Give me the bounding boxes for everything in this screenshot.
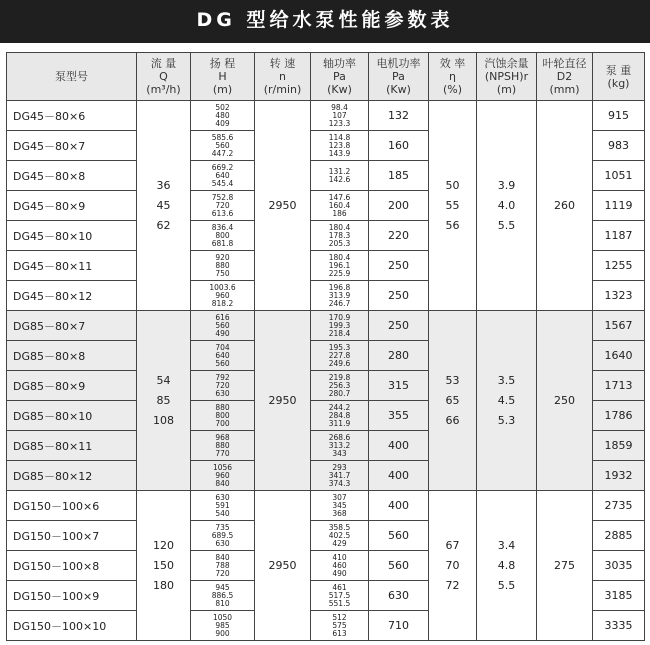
shaft-power-value: 225.9 <box>328 268 351 278</box>
head-value: 669.2 <box>211 162 234 172</box>
head-cell <box>191 101 255 131</box>
head-cell <box>191 371 255 401</box>
motor-power-cell: 250 <box>369 311 429 341</box>
column-header <box>477 53 537 101</box>
flow-cell <box>137 101 191 311</box>
head-value: 800 <box>215 410 230 420</box>
shaft-power-value: 256.3 <box>328 380 351 390</box>
shaft-power-value: 199.3 <box>328 320 351 330</box>
head-value: 792 <box>215 372 230 382</box>
header-line3: (m³/h) <box>146 83 181 96</box>
head-value: 750 <box>215 268 230 278</box>
shaft-power-value: 205.3 <box>328 238 351 248</box>
shaft-power-cell <box>311 281 369 311</box>
flow-value: 36 <box>156 178 171 192</box>
shaft-power-value: 123.8 <box>328 140 351 150</box>
shaft-power-value: 374.3 <box>328 478 351 488</box>
shaft-power-cell <box>311 131 369 161</box>
header-line2: D2 <box>556 70 573 83</box>
motor-power-cell: 560 <box>369 551 429 581</box>
head-value: 540 <box>215 508 230 518</box>
head-value: 880 <box>215 440 230 450</box>
head-value: 700 <box>215 418 230 428</box>
shaft-power-value: 227.8 <box>328 350 351 360</box>
npsh-value: 5.3 <box>497 413 516 427</box>
head-value: 720 <box>215 200 230 210</box>
shaft-power-value: 249.6 <box>328 358 351 368</box>
shaft-power-value: 341.7 <box>328 470 351 480</box>
shaft-power-value: 345 <box>332 500 347 510</box>
head-value: 960 <box>215 470 230 480</box>
head-cell <box>191 521 255 551</box>
flow-value: 45 <box>156 198 171 212</box>
npsh-value: 5.5 <box>497 578 516 592</box>
shaft-power-value: 196.8 <box>328 282 351 292</box>
head-cell <box>191 581 255 611</box>
head-value: 788 <box>215 560 230 570</box>
shaft-power-value: 313.9 <box>328 290 351 300</box>
shaft-power-cell <box>311 371 369 401</box>
head-cell <box>191 341 255 371</box>
flow-value: 180 <box>153 578 174 592</box>
head-cell <box>191 191 255 221</box>
shaft-power-value: 186 <box>332 208 347 218</box>
shaft-power-cell <box>311 551 369 581</box>
shaft-power-cell <box>311 191 369 221</box>
shaft-power-cell <box>311 161 369 191</box>
weight-cell: 1187 <box>593 221 645 251</box>
motor-power-cell: 132 <box>369 101 429 131</box>
motor-power-cell: 710 <box>369 611 429 641</box>
motor-power-cell: 220 <box>369 221 429 251</box>
shaft-power-value: 107 <box>332 110 347 120</box>
shaft-power-value: 461 <box>332 582 347 592</box>
shaft-power-cell <box>311 251 369 281</box>
shaft-power-value: 460 <box>332 560 347 570</box>
efficiency-cell <box>429 101 477 311</box>
shaft-power-value: 244.2 <box>328 402 351 412</box>
npsh-value: 5.5 <box>497 218 516 232</box>
shaft-power-cell <box>311 221 369 251</box>
header-line3: (Kw) <box>327 83 352 96</box>
column-header <box>7 53 137 101</box>
shaft-power-value: 160.4 <box>328 200 351 210</box>
npsh-value: 4.5 <box>497 393 516 407</box>
model-cell: DG85－80×11 <box>7 431 137 461</box>
weight-cell: 1567 <box>593 311 645 341</box>
motor-power-cell: 250 <box>369 281 429 311</box>
shaft-power-value: 490 <box>332 568 347 578</box>
head-value: 591 <box>215 500 230 510</box>
efficiency-value: 67 <box>445 538 460 552</box>
column-header <box>369 53 429 101</box>
weight-cell: 1859 <box>593 431 645 461</box>
weight-cell: 3185 <box>593 581 645 611</box>
header-row <box>7 53 645 101</box>
head-value: 630 <box>215 388 230 398</box>
npsh-value: 3.5 <box>497 373 516 387</box>
header-line2: η <box>449 70 456 83</box>
motor-power-cell: 160 <box>369 131 429 161</box>
weight-cell: 1932 <box>593 461 645 491</box>
weight-cell: 1786 <box>593 401 645 431</box>
motor-power-cell: 560 <box>369 521 429 551</box>
header-line3: (mm) <box>549 83 580 96</box>
pump-spec-table <box>6 52 645 641</box>
shaft-power-value: 246.7 <box>328 298 351 308</box>
shaft-power-value: 123.3 <box>328 118 351 128</box>
flow-value: 85 <box>156 393 171 407</box>
shaft-power-value: 98.4 <box>331 102 348 112</box>
head-value: 800 <box>215 230 230 240</box>
head-value: 681.8 <box>211 238 234 248</box>
head-value: 818.2 <box>211 298 234 308</box>
head-value: 560 <box>215 320 230 330</box>
npsh-value: 4.0 <box>497 198 516 212</box>
head-value: 640 <box>215 350 230 360</box>
shaft-power-value: 410 <box>332 552 347 562</box>
shaft-power-value: 311.9 <box>328 418 351 428</box>
shaft-power-cell <box>311 101 369 131</box>
motor-power-cell: 400 <box>369 461 429 491</box>
head-value: 810 <box>215 598 230 608</box>
weight-cell: 2735 <box>593 491 645 521</box>
head-value: 920 <box>215 252 230 262</box>
model-cell: DG45－80×11 <box>7 251 137 281</box>
head-value: 720 <box>215 568 230 578</box>
shaft-power-value: 284.8 <box>328 410 351 420</box>
weight-cell: 1051 <box>593 161 645 191</box>
head-cell <box>191 551 255 581</box>
shaft-power-cell <box>311 401 369 431</box>
shaft-power-value: 143.9 <box>328 148 351 158</box>
npsh-value: 4.8 <box>497 558 516 572</box>
shaft-power-value: 517.5 <box>328 590 351 600</box>
head-value: 1003.6 <box>209 282 236 292</box>
head-value: 640 <box>215 170 230 180</box>
shaft-power-value: 219.8 <box>328 372 351 382</box>
motor-power-cell: 355 <box>369 401 429 431</box>
model-cell: DG85－80×12 <box>7 461 137 491</box>
model-cell: DG45－80×8 <box>7 161 137 191</box>
shaft-power-cell <box>311 431 369 461</box>
weight-cell: 1713 <box>593 371 645 401</box>
model-cell: DG150－100×6 <box>7 491 137 521</box>
weight-cell: 983 <box>593 131 645 161</box>
impeller-cell: 250 <box>537 311 593 491</box>
weight-cell: 1255 <box>593 251 645 281</box>
column-header <box>537 53 593 101</box>
head-cell <box>191 401 255 431</box>
motor-power-cell: 315 <box>369 371 429 401</box>
header-line1: 叶轮直径 <box>542 57 587 70</box>
weight-cell: 1323 <box>593 281 645 311</box>
motor-power-cell: 630 <box>369 581 429 611</box>
head-value: 616 <box>215 312 230 322</box>
shaft-power-value: 131.2 <box>328 166 351 176</box>
shaft-power-value: 343 <box>332 448 347 458</box>
head-value: 886.5 <box>211 590 234 600</box>
header-line3: (kg) <box>607 76 630 90</box>
head-value: 985 <box>215 620 230 630</box>
header-line2: n <box>279 70 286 83</box>
head-value: 613.6 <box>211 208 234 218</box>
model-cell: DG150－100×9 <box>7 581 137 611</box>
header-line2: H <box>218 70 227 83</box>
weight-cell: 1640 <box>593 341 645 371</box>
head-value: 840 <box>215 552 230 562</box>
head-value: 880 <box>215 402 230 412</box>
shaft-power-value: 313.2 <box>328 440 351 450</box>
head-value: 1050 <box>212 612 233 622</box>
header-line1: 电机功率 <box>376 57 421 70</box>
header-line2: Q <box>159 70 168 83</box>
head-value: 960 <box>215 290 230 300</box>
header-line3: (m) <box>496 83 517 96</box>
head-value: 704 <box>215 342 230 352</box>
column-header <box>429 53 477 101</box>
head-value: 585.6 <box>211 132 234 142</box>
shaft-power-cell <box>311 491 369 521</box>
model-cell: DG150－100×10 <box>7 611 137 641</box>
header-line3: (%) <box>442 83 463 96</box>
head-value: 409 <box>215 118 230 128</box>
head-value: 840 <box>215 478 230 488</box>
shaft-power-value: 195.3 <box>328 342 351 352</box>
model-cell: DG85－80×7 <box>7 311 137 341</box>
header-line3: (Kw) <box>386 83 411 96</box>
head-cell <box>191 221 255 251</box>
head-value: 968 <box>215 432 230 442</box>
model-cell: DG45－80×9 <box>7 191 137 221</box>
head-value: 945 <box>215 582 230 592</box>
head-value: 752.8 <box>211 192 234 202</box>
efficiency-cell <box>429 311 477 491</box>
shaft-power-value: 613 <box>332 628 347 638</box>
weight-cell: 3335 <box>593 611 645 641</box>
model-cell: DG85－80×10 <box>7 401 137 431</box>
flow-value: 150 <box>153 558 174 572</box>
shaft-power-cell <box>311 611 369 641</box>
header-line3: (m) <box>212 83 233 96</box>
head-value: 735 <box>215 522 230 532</box>
npsh-value: 3.4 <box>497 538 516 552</box>
header-line1: 泵 重 <box>605 63 632 77</box>
shaft-power-value: 218.4 <box>328 328 351 338</box>
column-header <box>255 53 311 101</box>
shaft-power-value: 575 <box>332 620 347 630</box>
head-cell <box>191 461 255 491</box>
head-value: 1056 <box>212 462 233 472</box>
flow-value: 108 <box>153 413 174 427</box>
model-cell: DG85－80×8 <box>7 341 137 371</box>
npsh-value: 3.9 <box>497 178 516 192</box>
impeller-cell: 260 <box>537 101 593 311</box>
head-cell <box>191 431 255 461</box>
header-line1: 效 率 <box>439 57 466 70</box>
efficiency-value: 50 <box>445 178 460 192</box>
header-line1: 扬 程 <box>209 57 236 70</box>
shaft-power-value: 180.4 <box>328 222 351 232</box>
table-row <box>7 491 645 521</box>
shaft-power-value: 512 <box>332 612 347 622</box>
efficiency-value: 56 <box>445 218 460 232</box>
head-cell <box>191 281 255 311</box>
head-value: 770 <box>215 448 230 458</box>
npsh-cell <box>477 101 537 311</box>
header-line2: Pa <box>333 70 346 83</box>
head-value: 900 <box>215 628 230 638</box>
speed-cell: 2950 <box>255 491 311 641</box>
head-value: 490 <box>215 328 230 338</box>
header-line1: 汽蚀余量 <box>484 57 529 70</box>
motor-power-cell: 400 <box>369 491 429 521</box>
shaft-power-value: 358.5 <box>328 522 351 532</box>
efficiency-value: 66 <box>445 413 460 427</box>
shaft-power-value: 551.5 <box>328 598 351 608</box>
head-cell <box>191 311 255 341</box>
motor-power-cell: 250 <box>369 251 429 281</box>
speed-cell: 2950 <box>255 101 311 311</box>
header-line1: 流 量 <box>150 57 177 70</box>
table-row <box>7 101 645 131</box>
motor-power-cell: 200 <box>369 191 429 221</box>
npsh-cell <box>477 311 537 491</box>
efficiency-value: 70 <box>445 558 460 572</box>
head-value: 447.2 <box>211 148 234 158</box>
shaft-power-value: 368 <box>332 508 347 518</box>
weight-cell: 2885 <box>593 521 645 551</box>
shaft-power-cell <box>311 341 369 371</box>
shaft-power-value: 280.7 <box>328 388 351 398</box>
page-title: DG 型给水泵性能参数表 <box>196 9 454 31</box>
model-cell: DG45－80×7 <box>7 131 137 161</box>
head-value: 502 <box>215 102 230 112</box>
impeller-cell: 275 <box>537 491 593 641</box>
shaft-power-cell <box>311 581 369 611</box>
head-cell <box>191 251 255 281</box>
head-value: 630 <box>215 538 230 548</box>
shaft-power-value: 114.8 <box>328 132 351 142</box>
head-value: 880 <box>215 260 230 270</box>
header-line2: (NPSH)r <box>484 70 529 83</box>
column-header <box>137 53 191 101</box>
shaft-power-value: 307 <box>332 492 347 502</box>
efficiency-value: 55 <box>445 198 460 212</box>
shaft-power-value: 196.1 <box>328 260 351 270</box>
shaft-power-value: 142.6 <box>328 174 351 184</box>
efficiency-value: 72 <box>445 578 460 592</box>
efficiency-cell <box>429 491 477 641</box>
shaft-power-value: 170.9 <box>328 312 351 322</box>
header-line1: 泵型号 <box>55 70 88 83</box>
head-value: 480 <box>215 110 230 120</box>
motor-power-cell: 280 <box>369 341 429 371</box>
model-cell: DG150－100×8 <box>7 551 137 581</box>
head-value: 689.5 <box>211 530 234 540</box>
shaft-power-cell <box>311 461 369 491</box>
flow-cell <box>137 491 191 641</box>
column-header <box>311 53 369 101</box>
weight-cell: 915 <box>593 101 645 131</box>
shaft-power-value: 178.3 <box>328 230 351 240</box>
model-cell: DG150－100×7 <box>7 521 137 551</box>
shaft-power-value: 429 <box>332 538 347 548</box>
efficiency-value: 53 <box>445 373 460 387</box>
header-line1: 转 速 <box>269 57 296 70</box>
motor-power-cell: 185 <box>369 161 429 191</box>
shaft-power-cell <box>311 521 369 551</box>
header-line1: 轴功率 <box>323 57 356 70</box>
shaft-power-value: 293 <box>332 462 347 472</box>
table-row <box>7 311 645 341</box>
head-value: 545.4 <box>211 178 234 188</box>
npsh-cell <box>477 491 537 641</box>
head-value: 560 <box>215 358 230 368</box>
model-cell: DG45－80×12 <box>7 281 137 311</box>
model-cell: DG45－80×6 <box>7 101 137 131</box>
motor-power-cell: 400 <box>369 431 429 461</box>
flow-value: 62 <box>156 218 171 232</box>
table-body <box>7 101 645 641</box>
flow-value: 120 <box>153 538 174 552</box>
weight-cell: 1119 <box>593 191 645 221</box>
flow-value: 54 <box>156 373 171 387</box>
head-value: 720 <box>215 380 230 390</box>
model-cell: DG85－80×9 <box>7 371 137 401</box>
head-value: 630 <box>215 492 230 502</box>
head-cell <box>191 491 255 521</box>
shaft-power-value: 147.6 <box>328 192 351 202</box>
column-header <box>191 53 255 101</box>
shaft-power-value: 268.6 <box>328 432 351 442</box>
shaft-power-value: 180.4 <box>328 252 351 262</box>
column-header <box>593 53 645 101</box>
head-value: 836.4 <box>211 222 234 232</box>
efficiency-value: 65 <box>445 393 460 407</box>
head-cell <box>191 611 255 641</box>
title-bar <box>0 0 650 43</box>
speed-cell: 2950 <box>255 311 311 491</box>
model-cell: DG45－80×10 <box>7 221 137 251</box>
header-line3: (r/min) <box>263 83 302 96</box>
weight-cell: 3035 <box>593 551 645 581</box>
head-value: 560 <box>215 140 230 150</box>
header-line2: Pa <box>392 70 405 83</box>
shaft-power-value: 402.5 <box>328 530 351 540</box>
shaft-power-cell <box>311 311 369 341</box>
flow-cell <box>137 311 191 491</box>
head-cell <box>191 161 255 191</box>
head-cell <box>191 131 255 161</box>
